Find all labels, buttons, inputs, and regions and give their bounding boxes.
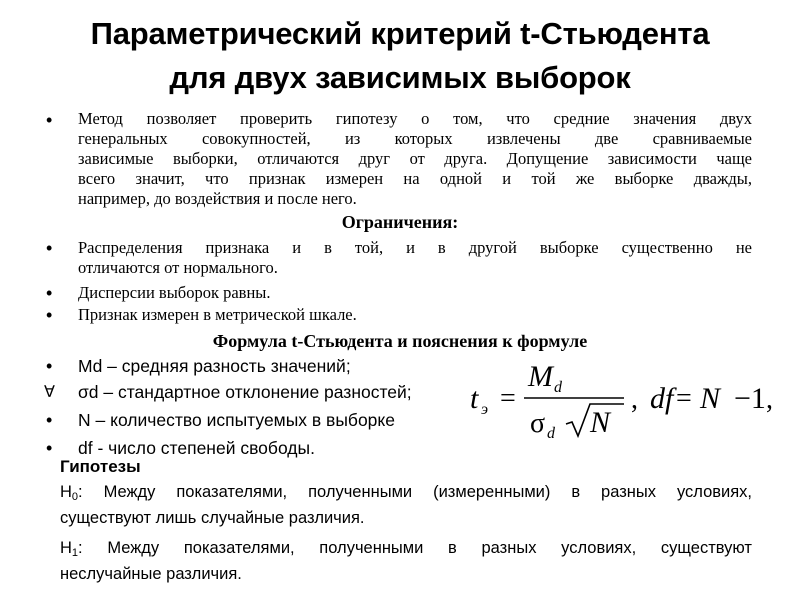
formula-t: t <box>470 382 479 415</box>
intro-line-4: всего значит, что признак измерен на одной и той же выборке дважды, <box>78 169 752 188</box>
title-line-1: Параметрический критерий t-Стьюдента <box>90 16 710 51</box>
formula-bullet-4: • <box>46 438 53 458</box>
formula-df-equals: = <box>676 383 692 414</box>
intro-line-5: например, до воздействия и после него. <box>78 189 357 208</box>
formula-end-comma: , <box>766 384 773 415</box>
formula-t-sub: э <box>481 401 489 418</box>
h1-paragraph <box>60 535 752 587</box>
formula-bullet-3: • <box>46 410 53 430</box>
forall-bullet-icon: ∀ <box>44 382 55 401</box>
intro-line-2: генеральных совокупностей, из которых извлечены две сравниваемые <box>78 129 752 148</box>
intro-line-3: зависимые выборки, отличаются друг от друга. Допущение зависимости чаще <box>78 149 752 168</box>
restrictions-heading: Ограничения: <box>341 212 459 232</box>
restriction-bullet-3: • <box>46 305 53 325</box>
restriction-1-line-1: Распределения признака и в той, и в другой выборке существенно не <box>78 238 752 257</box>
formula-equals: = <box>500 383 516 414</box>
restriction-1-line-2: отличаются от нормального. <box>78 258 278 277</box>
formula-df-n: N <box>700 382 721 415</box>
formula-sigma: σ <box>530 408 546 438</box>
h1-text: : Между показателями, полученными в разных условиях, существуют <box>78 539 752 557</box>
formula-item-sigma: σd – стандартное отклонение разностей; <box>78 382 412 402</box>
formula-comma: , <box>631 384 638 415</box>
formula-sigma-sub: d <box>547 425 555 438</box>
restriction-2: Дисперсии выборок равны. <box>78 283 271 302</box>
formula-bullet-1: • <box>46 356 53 376</box>
formula-item-md: Md – средняя разность значений; <box>78 356 351 376</box>
formula-numerator-m: M <box>528 360 553 393</box>
restriction-bullet-1: • <box>46 238 53 258</box>
h1-label: H <box>60 539 72 557</box>
t-student-formula <box>466 356 782 438</box>
formula-minus-one: −1 <box>734 382 766 415</box>
formula-item-df: df - число степеней свободы. <box>78 438 315 458</box>
h0-text-2: существуют лишь случайные различия. <box>60 509 365 527</box>
h0-label: H <box>60 483 72 501</box>
restriction-bullet-2: • <box>46 283 53 303</box>
intro-line-1: Метод позволяет проверить гипотезу о том, что средние значения двух <box>78 109 752 128</box>
h0-sub: 0 <box>71 491 79 503</box>
formula-root-n: N <box>590 406 611 438</box>
formula-df: df <box>650 382 674 415</box>
restriction-3: Признак измерен в метрической шкале. <box>78 305 357 324</box>
h0-paragraph <box>60 479 752 531</box>
formula-numerator-sub: d <box>554 379 562 396</box>
formula-heading: Формула t-Стьюдента и пояснения к формуле <box>212 331 588 351</box>
hypotheses-title: Гипотезы <box>60 457 141 476</box>
h1-text-2: неслучайные различия. <box>60 565 242 583</box>
formula-item-n: N – количество испытуемых в выборке <box>78 410 395 430</box>
slide-title <box>0 12 800 100</box>
title-line-2: для двух зависимых выборок <box>169 60 631 95</box>
intro-bullet: • <box>46 110 53 130</box>
h1-sub: 1 <box>71 547 79 559</box>
h0-text: : Между показателями, полученными (измеренными) в разных условиях, <box>78 483 752 501</box>
